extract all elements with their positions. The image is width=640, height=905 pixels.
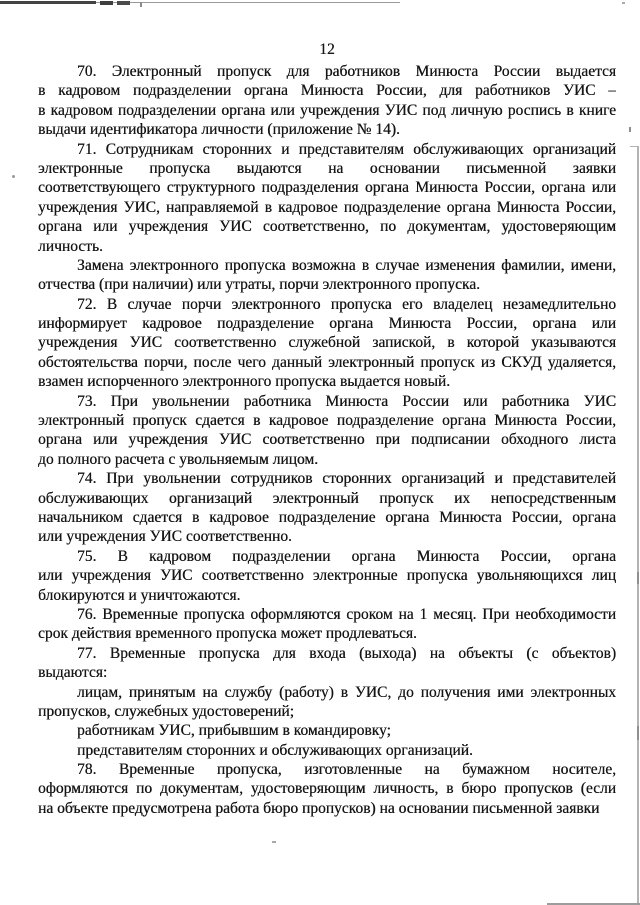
scan-artifact-dot [622, 2, 625, 4]
scan-artifact-tick [637, 726, 639, 740]
text-line: информирует кадровое подразделение органа Минюста России, органа или [38, 315, 616, 333]
paragraph [38, 392, 616, 470]
text-line: блокируются и уничтожаются. [38, 586, 241, 604]
scan-artifact-tick [140, 2, 142, 7]
scan-speck [12, 175, 15, 178]
text-line: взамен испорченного электронного пропуска выдается новый. [38, 373, 451, 391]
text-line: 73. При увольнении работника Минюста России или работника УИС [77, 392, 616, 410]
text-line: Замена электронного пропуска возможна в случае изменения фамилии, имени, [77, 256, 616, 274]
text-line: или учреждения УИС соответственно электронные пропуска увольняющихся лиц [38, 567, 616, 585]
text-line: в кадровом подразделении органа или учреждения УИС под личную роспись в книге [38, 101, 616, 119]
scan-artifact-right-corner [630, 146, 638, 147]
paragraph [38, 256, 616, 295]
text-line: в кадровом подразделении органа Минюста России, для работников УИС – [38, 82, 616, 100]
text-line: личность. [38, 237, 103, 255]
text-line: оформляются по документам, удостоверяющим личность, в бюро пропусков (если [38, 780, 616, 798]
document-text [38, 62, 616, 818]
text-line: до полного расчета с увольняемым лицом. [38, 450, 319, 468]
text-line: соответствующего структурного подразделения органа Минюста России, органа или [38, 179, 616, 197]
paragraph [38, 760, 616, 818]
paragraph [38, 62, 616, 140]
text-line: обстоятельства порчи, после чего данный электронный пропуск из СКУД удаляется, [38, 353, 616, 371]
text-line: выдачи идентификатора личности (приложение № 14). [38, 121, 400, 139]
text-line: 76. Временные пропуска оформляются сроком на 1 месяц. При необходимости [77, 605, 616, 623]
paragraph [38, 683, 616, 722]
text-line: начальником сдается в кадровое подразделение органа Минюста России, органа [38, 508, 616, 526]
scan-speck [629, 127, 631, 132]
text-line: учреждения УИС соответственно служебной запиской, в которой указываются [38, 334, 616, 352]
text-line: электронные пропуска выдаются на основании письменной заявки [38, 159, 616, 177]
scan-artifact-top-segment [117, 1, 130, 5]
text-line: органа или учреждения УИС соответственно, по документам, удостоверяющим [38, 218, 616, 236]
text-line: 77. Временные пропуска для входа (выхода) на объекты (с объектов) [77, 644, 616, 662]
text-line: 74. При увольнении сотрудников сторонних организаций и представителей [77, 470, 616, 488]
text-line: 75. В кадровом подразделении органа Минюста России, органа [77, 547, 616, 565]
text-line: выдаются: [38, 664, 108, 682]
text-line: представителям сторонних и обслуживающих организаций. [77, 741, 473, 759]
paragraph [38, 295, 616, 392]
paragraph [38, 741, 616, 760]
page-number: 12 [319, 41, 335, 58]
text-line: лицам, принятым на службу (работу) в УИС, до получения ими электронных [77, 683, 616, 701]
text-line: пропусков, служебных удостоверений; [38, 702, 294, 720]
paragraph [38, 605, 616, 644]
text-line: обслуживающих организаций электронный пропуск их непосредственным [38, 489, 616, 507]
text-line: 72. В случае порчи электронного пропуска его владелец незамедлительно [77, 295, 616, 313]
paragraph [38, 140, 616, 256]
text-line: или учреждения УИС соответственно. [38, 528, 292, 546]
scan-artifact-right-line [637, 146, 639, 905]
scan-artifact-top-segment [100, 1, 113, 5]
text-line: отчества (при наличии) или утраты, порчи электронного пропуска. [38, 276, 480, 294]
paragraph [38, 547, 616, 605]
text-line: 71. Сотрудникам сторонних и представителям обслуживающих организаций [77, 140, 616, 158]
paragraph [38, 469, 616, 547]
text-line: электронный пропуск сдается в кадровое подразделение органа Минюста России, [38, 412, 616, 430]
text-line: работникам УИС, прибывшим в командировку; [77, 722, 391, 740]
scan-artifact-tick [637, 572, 639, 584]
text-line: 78. Временные пропуска, изготовленные на бумажном носителе, [77, 761, 616, 779]
text-line: учреждения УИС, направляемой в кадровое подразделение органа Минюста России, [38, 198, 616, 216]
scan-speck [272, 841, 276, 843]
text-line: срок действия временного пропуска может продлеваться. [38, 625, 417, 643]
scan-artifact-top-segment [0, 1, 96, 5]
paragraph [38, 644, 616, 683]
text-line: 70. Электронный пропуск для работников Минюста России выдается [77, 63, 616, 80]
text-line: органа или учреждения УИС соответственно при подписании обходного листа [38, 431, 616, 449]
paragraph [38, 721, 616, 740]
text-line: на объекте предусмотрена работа бюро пропусков) на основании письменной заявки [38, 799, 600, 817]
